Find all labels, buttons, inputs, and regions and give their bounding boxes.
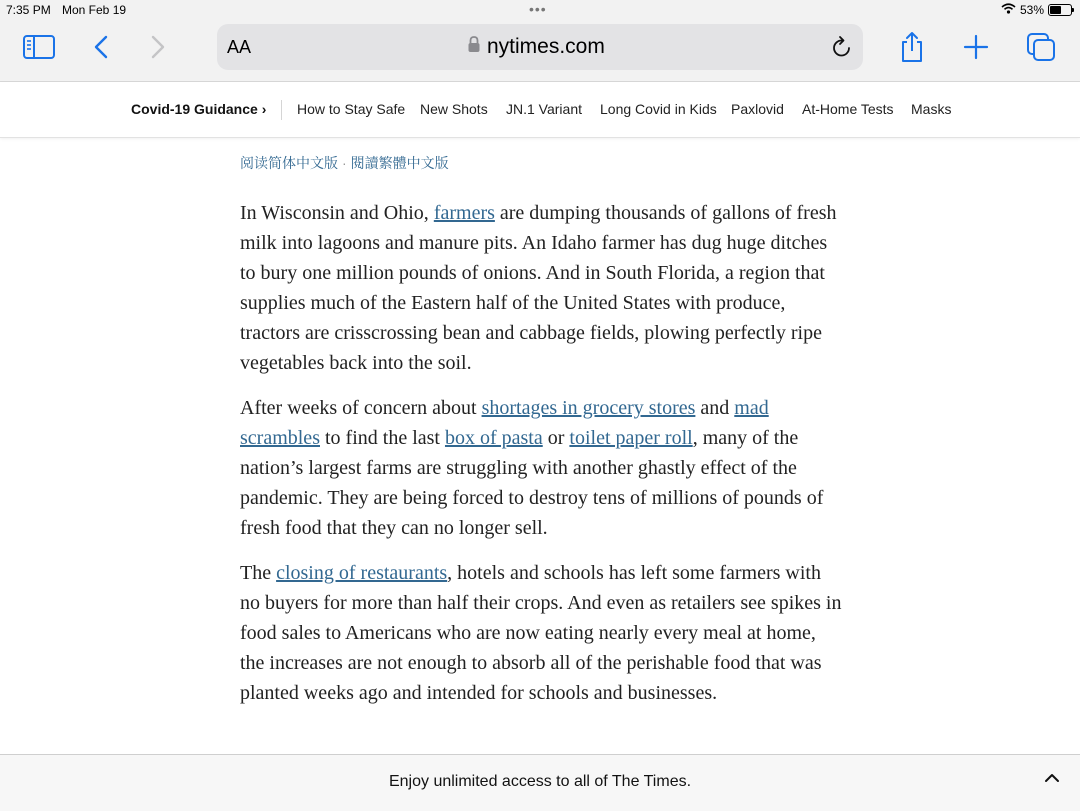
topic-nav <box>0 82 1080 138</box>
url-display[interactable] <box>467 35 605 59</box>
reload-icon <box>831 46 853 63</box>
status-right <box>1001 3 1072 17</box>
nav-item-new-shots[interactable]: New Shots <box>420 101 488 117</box>
address-bar[interactable] <box>217 24 863 70</box>
status-bar <box>0 0 1080 22</box>
article-paragraph <box>240 198 845 378</box>
link-simplified-chinese[interactable]: 阅读简体中文版 <box>240 155 338 171</box>
article-paragraph <box>240 558 845 708</box>
sidebar-toggle-button[interactable] <box>22 34 56 64</box>
nav-lead-covid-guidance[interactable]: Covid-19 Guidance › <box>131 101 267 117</box>
link-closing-restaurants[interactable]: closing of restaurants <box>276 562 448 584</box>
link-farmers[interactable]: farmers <box>433 202 495 224</box>
share-button[interactable] <box>895 34 929 64</box>
nav-item-long-covid-kids[interactable]: Long Covid in Kids <box>600 101 717 117</box>
text-size-label: AA <box>227 37 252 57</box>
link-mad-scrambles[interactable]: mad scrambles <box>240 397 769 449</box>
multitasking-dots[interactable]: ••• <box>529 1 547 17</box>
battery-icon <box>1048 4 1072 16</box>
forward-button[interactable] <box>141 34 175 64</box>
language-separator: · <box>342 155 347 171</box>
tabs-icon <box>1026 32 1056 67</box>
nav-item-at-home-tests[interactable]: At-Home Tests <box>802 101 894 117</box>
domain-text: nytimes.com <box>487 35 605 58</box>
browser-toolbar <box>0 22 1080 82</box>
lock-icon <box>467 35 481 59</box>
status-time: 7:35 PM <box>6 3 51 17</box>
nav-divider <box>281 100 282 120</box>
banner-message: Enjoy unlimited access to all of The Times. <box>388 773 692 790</box>
sidebar-icon <box>23 35 55 64</box>
nav-item-paxlovid[interactable]: Paxlovid <box>731 101 784 117</box>
reload-button[interactable] <box>831 35 853 64</box>
battery-percent: 53% <box>1019 3 1044 17</box>
paragraph-text: The <box>240 562 277 584</box>
link-traditional-chinese[interactable]: 閱讀繁體中文版 <box>350 155 449 171</box>
paragraph-text: to find the last <box>319 427 445 449</box>
subscription-banner[interactable] <box>0 754 1080 811</box>
chevron-right-icon <box>150 35 166 64</box>
nav-item-jn1-variant[interactable]: JN.1 Variant <box>506 101 582 117</box>
share-icon <box>899 31 925 68</box>
link-box-of-pasta[interactable]: box of pasta <box>444 427 543 449</box>
chevron-up-icon[interactable] <box>1044 771 1060 789</box>
article-paragraph <box>240 393 845 543</box>
link-toilet-paper[interactable]: toilet paper roll <box>569 427 693 449</box>
paragraph-text: After weeks of concern about <box>240 397 482 419</box>
nav-item-masks[interactable]: Masks <box>911 101 952 117</box>
text-size-button[interactable] <box>227 37 251 58</box>
paragraph-text: , hotels and schools has left some farmers with no buyers for more than half their crops. And even as retailers see spikes in food sales to Americans who are now eating nearly every meal at home, the increases are not enough to absorb all of the perishable food that was planted weeks ago and intended for schools and businesses. <box>240 562 842 704</box>
paragraph-text: , many of the nation’s largest farms are struggling with another ghastly effect of the pandemic. They are being forced to destroy tens of millions of pounds of fresh food that they can no longer sell. <box>240 427 824 539</box>
tabs-overview-button[interactable] <box>1024 34 1058 64</box>
language-links <box>240 153 449 173</box>
back-button[interactable] <box>84 34 118 64</box>
link-shortages[interactable]: shortages in grocery stores <box>481 397 696 419</box>
paragraph-text: or <box>542 427 570 449</box>
plus-icon <box>963 34 989 65</box>
article-body <box>240 198 845 723</box>
status-date: Mon Feb 19 <box>62 3 127 17</box>
paragraph-text: are dumping thousands of gallons of fresh milk into lagoons and manure pits. An Idaho farmer has dug huge ditches to bury one million pounds of onions. And in South Florida, a region that supplies much of the Eastern half of the United States with produce, tractors are crisscrossing bean and cabbage fields, plowing perfectly ripe vegetables back into the soil. <box>240 202 837 374</box>
paragraph-text: and <box>695 397 735 419</box>
chevron-left-icon <box>93 35 109 64</box>
paragraph-text: In Wisconsin and Ohio, <box>240 202 434 224</box>
new-tab-button[interactable] <box>959 34 993 64</box>
wifi-icon <box>1001 3 1016 17</box>
nav-item-how-to-stay-safe[interactable]: How to Stay Safe <box>297 101 406 117</box>
